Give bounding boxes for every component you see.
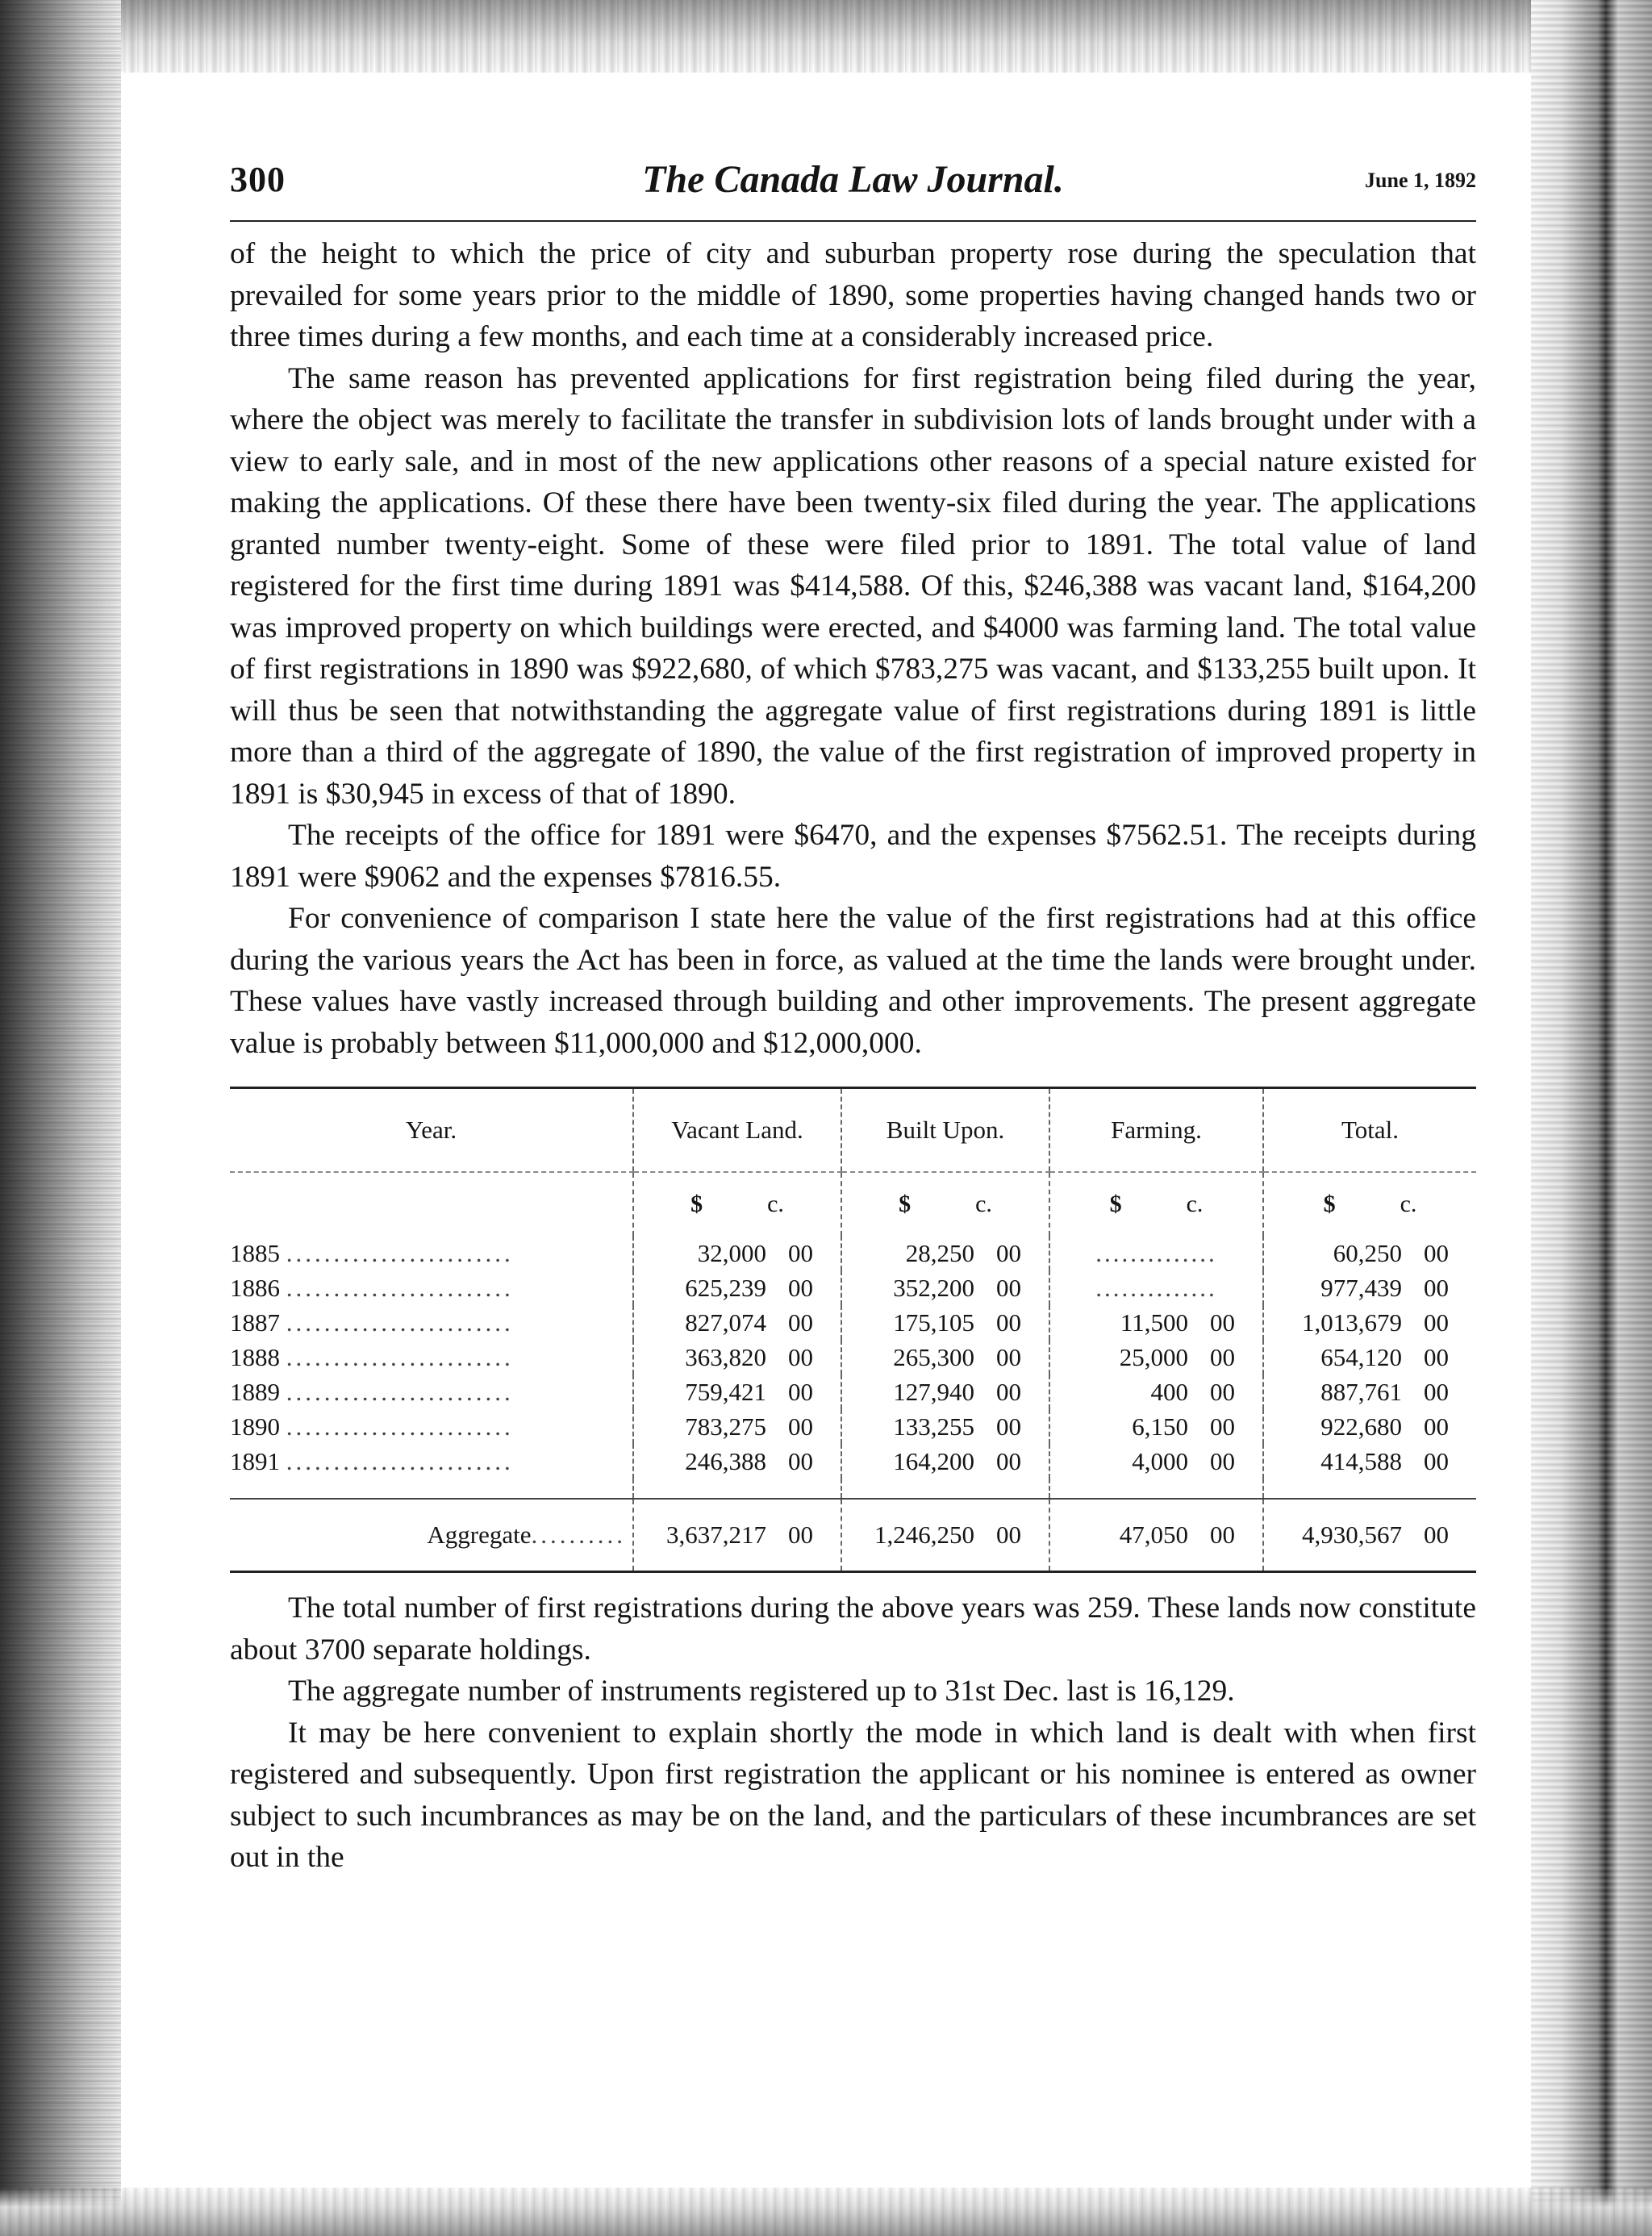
total-cents: 00: [1424, 1446, 1449, 1475]
total-cents: 00: [1424, 1377, 1449, 1406]
paragraph: The aggregate number of instruments registered up to 31st Dec. last is 16,129.: [288, 1675, 1235, 1708]
cents-unit: c.: [1186, 1191, 1204, 1217]
total-value: 60,250: [1333, 1238, 1402, 1267]
farming-empty: ..............: [1049, 1236, 1263, 1270]
vacant-cents: 00: [788, 1377, 813, 1406]
built-cents: 00: [996, 1412, 1021, 1441]
built-cents: 00: [996, 1342, 1021, 1371]
total-value: 887,761: [1320, 1377, 1402, 1406]
built-value: 164,200: [893, 1446, 974, 1475]
total-cents: 00: [1424, 1238, 1449, 1267]
total-value: 654,120: [1320, 1342, 1402, 1371]
total-cents: 00: [1424, 1308, 1449, 1337]
farming-value: 11,500: [1120, 1308, 1188, 1337]
vacant-value: 759,421: [685, 1377, 766, 1406]
table-row: [230, 1305, 1476, 1340]
total-value: 1,013,679: [1302, 1308, 1402, 1337]
dot-leader: ........................: [286, 1308, 514, 1337]
body-text-top: [230, 233, 1476, 1064]
farming-cents: 00: [1210, 1308, 1235, 1337]
dot-leader: ........................: [286, 1342, 514, 1371]
column-header-farming: Farming.: [1049, 1088, 1263, 1173]
dot-leader: ..........: [531, 1521, 626, 1549]
paragraph: The same reason has prevented applications for first registration being filed during the year, where the object was merely to facilitate the transfer in subdivision lots of lands brought under with a view to early sale, and in most of the new applications other reasons of a special nature existed for making the applications. Of these there have been twenty-six filed during the year. The applications granted number twenty-eight. Some of these were filed prior to 1891. The total value of land registered for the first time during 1891 was $414,588. Of this, $246,388 was vacant land, $164,200 was improved property on which buildings were erected, and $4000 was farming land. The total value of first registrations in 1890 was $922,680, of which $783,275 was vacant, and $133,255 built upon. It will thus be seen that notwithstanding the aggregate value of first registrations during 1891 is little more than a third of the aggregate of 1890, the value of the first registration of improved property in 1891 is $30,945 in excess of that of 1890.: [230, 361, 1476, 811]
farming-value: 400: [1150, 1377, 1188, 1406]
dot-leader: ........................: [286, 1238, 514, 1267]
aggregate-vacant: 3,637,217: [666, 1521, 766, 1549]
column-header-vacant-land: Vacant Land.: [633, 1088, 841, 1173]
table-row: [230, 1236, 1476, 1270]
paragraph: The total number of first registrations during the above years was 259. These lands now constitute about 3700 separate holdings.: [230, 1591, 1476, 1667]
cents-unit: c.: [767, 1191, 784, 1217]
farming-cents: 00: [1210, 1446, 1235, 1475]
year-label: 1890: [230, 1412, 280, 1441]
vacant-value: 363,820: [685, 1342, 766, 1371]
registrations-table-wrap: [230, 1087, 1476, 1573]
built-cents: 00: [996, 1238, 1021, 1267]
scan-edge-left: [0, 0, 121, 2236]
table-row: [230, 1340, 1476, 1375]
year-label: 1885: [230, 1238, 280, 1267]
aggregate-label: Aggregate: [427, 1521, 532, 1549]
farming-value: 4,000: [1132, 1446, 1188, 1475]
built-value: 133,255: [893, 1412, 974, 1441]
vacant-value: 246,388: [685, 1446, 766, 1475]
built-cents: 00: [996, 1377, 1021, 1406]
aggregate-vacant-cents: 00: [788, 1521, 813, 1549]
aggregate-total: 4,930,567: [1302, 1521, 1402, 1549]
dot-leader: ........................: [286, 1446, 514, 1475]
dollar-unit: $: [1109, 1191, 1122, 1217]
built-cents: 00: [996, 1446, 1021, 1475]
total-cents: 00: [1424, 1412, 1449, 1441]
vacant-cents: 00: [788, 1308, 813, 1337]
dot-leader: ........................: [286, 1377, 514, 1406]
scan-edge-right: [1531, 0, 1652, 2236]
header-rule: [230, 220, 1476, 222]
issue-date: June 1, 1892: [1365, 169, 1476, 192]
built-value: 28,250: [905, 1238, 974, 1267]
paragraph: It may be here convenient to explain shortly the mode in which land is dealt with when first registered and subsequently. Upon first registration the applicant or his nominee is entered as owner subject to such incumbrances as may be on the land, and the particulars of these incumbrances are set out in the: [230, 1716, 1476, 1874]
dot-leader: ........................: [286, 1273, 514, 1302]
body-text-bottom: [230, 1587, 1476, 1879]
total-value: 414,588: [1320, 1446, 1402, 1475]
total-cents: 00: [1424, 1342, 1449, 1371]
scan-edge-bottom: [0, 2188, 1652, 2236]
aggregate-farming-cents: 00: [1210, 1521, 1235, 1549]
column-header-built-upon: Built Upon.: [841, 1088, 1049, 1173]
total-value: 977,439: [1320, 1273, 1402, 1302]
farming-cents: 00: [1210, 1412, 1235, 1441]
dollar-unit: $: [1323, 1191, 1336, 1217]
aggregate-farming: 47,050: [1119, 1521, 1188, 1549]
vacant-cents: 00: [788, 1412, 813, 1441]
vacant-value: 783,275: [685, 1412, 766, 1441]
page-header: [230, 157, 1476, 214]
year-label: 1888: [230, 1342, 280, 1371]
column-header-year: Year.: [230, 1088, 633, 1173]
vacant-cents: 00: [788, 1446, 813, 1475]
table-row: [230, 1444, 1476, 1479]
aggregate-built: 1,246,250: [874, 1521, 974, 1549]
built-value: 127,940: [893, 1377, 974, 1406]
vacant-value: 625,239: [685, 1273, 766, 1302]
table-row: [230, 1375, 1476, 1409]
cents-unit: c.: [975, 1191, 992, 1217]
year-label: 1887: [230, 1308, 280, 1337]
paragraph: For convenience of comparison I state here the value of the first registrations had at this office during the various years the Act has been in force, as valued at the time the lands were brought under. These values have vastly increased through building and other improvements. The present aggregate value is probably between $11,000,000 and $12,000,000.: [230, 902, 1476, 1060]
farming-empty: ..............: [1049, 1270, 1263, 1305]
cents-unit: c.: [1400, 1191, 1417, 1217]
dollar-unit: $: [899, 1191, 912, 1217]
vacant-value: 827,074: [685, 1308, 766, 1337]
registrations-table: [230, 1087, 1476, 1573]
built-value: 175,105: [893, 1308, 974, 1337]
dot-leader: ........................: [286, 1412, 514, 1441]
year-label: 1886: [230, 1273, 280, 1302]
journal-page: [230, 157, 1476, 1879]
table-row: [230, 1270, 1476, 1305]
vacant-cents: 00: [788, 1238, 813, 1267]
page-number: 300: [230, 160, 286, 199]
table-header-row: [230, 1088, 1476, 1173]
farming-value: 6,150: [1132, 1412, 1188, 1441]
total-value: 922,680: [1320, 1412, 1402, 1441]
vacant-cents: 00: [788, 1342, 813, 1371]
farming-value: 25,000: [1119, 1342, 1188, 1371]
units-row: [230, 1172, 1476, 1236]
paragraph: The receipts of the office for 1891 were $6470, and the expenses $7562.51. The receipts during 1891 were $9062 and the expenses $7816.55.: [230, 819, 1476, 894]
vacant-cents: 00: [788, 1273, 813, 1302]
paragraph: of the height to which the price of city and suburban property rose during the speculation that prevailed for some years prior to the middle of 1890, some properties having changed hands two or three times during a few months, and each time at a considerably increased price.: [230, 237, 1476, 353]
total-cents: 00: [1424, 1273, 1449, 1302]
built-value: 265,300: [893, 1342, 974, 1371]
aggregate-built-cents: 00: [996, 1521, 1021, 1549]
farming-cents: 00: [1210, 1377, 1235, 1406]
vacant-value: 32,000: [697, 1238, 766, 1267]
scan-edge-top: [0, 0, 1652, 73]
built-value: 352,200: [893, 1273, 974, 1302]
farming-cents: 00: [1210, 1342, 1235, 1371]
column-header-total: Total.: [1263, 1088, 1476, 1173]
built-cents: 00: [996, 1273, 1021, 1302]
aggregate-total-cents: 00: [1424, 1521, 1449, 1549]
dollar-unit: $: [690, 1191, 703, 1217]
year-label: 1889: [230, 1377, 280, 1406]
table-row: [230, 1409, 1476, 1444]
built-cents: 00: [996, 1308, 1021, 1337]
year-label: 1891: [230, 1446, 280, 1475]
aggregate-row: [230, 1499, 1476, 1572]
journal-title: The Canada Law Journal.: [642, 158, 1064, 201]
